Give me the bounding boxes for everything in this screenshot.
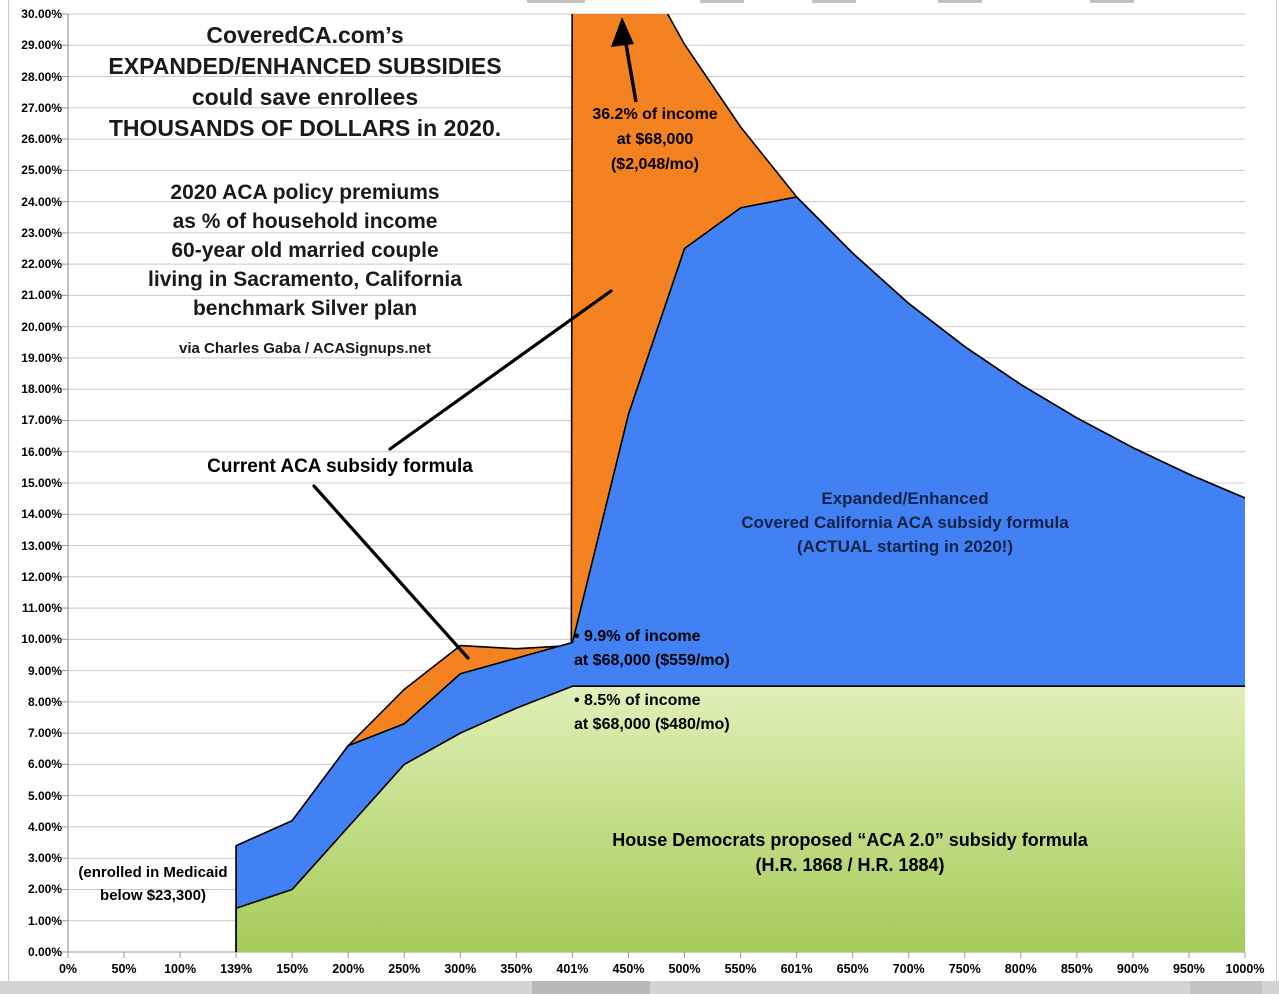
bottom-gray-strip [0, 981, 1279, 994]
subtitle-line: as % of household income [172, 210, 438, 233]
x-tick-label: 300% [444, 962, 477, 976]
y-tick-label: 14.00% [21, 507, 62, 522]
y-tick-label: 8.00% [27, 694, 62, 709]
annotation-current-aca-label: Current ACA subsidy formula [207, 456, 473, 477]
y-tick-label: 20.00% [21, 319, 62, 334]
chart-title [62, 20, 548, 144]
top-edge-mark [1090, 0, 1134, 3]
y-tick-label: 30.00% [21, 7, 62, 21]
annotation-medicaid-note [68, 861, 238, 907]
label-green-series [588, 828, 1112, 878]
x-tick-label: 800% [1004, 962, 1037, 976]
x-tick-label: 250% [388, 962, 421, 976]
y-tick-label: 22.00% [21, 257, 62, 272]
top-edge-mark [938, 0, 982, 3]
y-tick-label: 13.00% [21, 538, 62, 553]
x-tick-label: 150% [276, 962, 309, 976]
subtitle-line: 2020 ACA policy premiums [170, 181, 440, 204]
label-line: (ACTUAL starting in 2020!) [797, 537, 1013, 556]
title-line: CoveredCA.com’s [206, 22, 404, 48]
x-tick-label: 0% [58, 962, 78, 976]
x-tick-label: 950% [1172, 962, 1205, 976]
y-tick-label: 27.00% [21, 100, 62, 115]
y-tick-label: 17.00% [21, 413, 62, 428]
label-line: (H.R. 1868 / H.R. 1884) [755, 855, 945, 875]
y-tick-label: 29.00% [21, 38, 62, 53]
subtitle-line: living in Sacramento, California [148, 268, 462, 291]
y-tick-label: 28.00% [21, 69, 62, 84]
strip-segment [532, 981, 650, 994]
top-edge-mark [700, 0, 744, 3]
y-tick-label: 24.00% [21, 194, 62, 209]
x-tick-label: 1000% [1225, 962, 1265, 976]
y-tick-label: 9.00% [27, 663, 62, 678]
annotation-line: 36.2% of income [592, 106, 718, 123]
callout-line-to-orange-wedge [314, 486, 468, 658]
strip-segment [1190, 981, 1262, 994]
label-line: House Democrats proposed “ACA 2.0” subsidy formula [612, 830, 1088, 850]
x-tick-label: 900% [1116, 962, 1149, 976]
y-tick-label: 3.00% [27, 851, 62, 866]
x-tick-label: 750% [948, 962, 981, 976]
chart-subtitle [62, 178, 548, 323]
title-line: EXPANDED/ENHANCED SUBSIDIES [108, 53, 502, 79]
y-tick-label: 12.00% [21, 569, 62, 584]
annotation-line: • 8.5% of income [574, 692, 701, 709]
annotation-line: at $68,000 [616, 131, 694, 148]
y-tick-label: 1.00% [27, 913, 62, 928]
y-tick-label: 4.00% [27, 819, 62, 834]
y-tick-label: 25.00% [21, 163, 62, 178]
x-tick-label: 139% [220, 962, 253, 976]
y-tick-label: 10.00% [21, 632, 62, 647]
x-tick-label: 200% [332, 962, 365, 976]
x-tick-label: 850% [1060, 962, 1093, 976]
y-tick-label: 23.00% [21, 225, 62, 240]
y-tick-label: 11.00% [21, 601, 62, 616]
label-blue-series [700, 487, 1110, 559]
top-edge-mark [812, 0, 856, 3]
x-tick-label: 100% [164, 962, 197, 976]
title-line: could save enrollees [191, 84, 419, 110]
credit-attribution: via Charles Gaba / ACASignups.net [178, 340, 431, 357]
annotation-line: at $68,000 ($559/mo) [574, 652, 730, 669]
chart-frame-left [8, 0, 9, 981]
y-tick-label: 19.00% [21, 350, 62, 365]
y-tick-label: 2.00% [27, 882, 62, 897]
x-tick-label: 500% [668, 962, 701, 976]
y-tick-label: 15.00% [21, 476, 62, 490]
x-tick-label: 350% [500, 962, 533, 976]
y-tick-label: 5.00% [27, 788, 62, 803]
annotation-ca-9-9pct [574, 625, 804, 673]
y-tick-label: 21.00% [21, 288, 62, 303]
subtitle-line: benchmark Silver plan [192, 297, 418, 320]
chart-frame-right [1276, 0, 1277, 981]
x-tick-label: 401% [556, 962, 589, 976]
label-line: Expanded/Enhanced [821, 489, 989, 508]
y-tick-label: 6.00% [27, 757, 62, 772]
annotation-line: ($2,048/mo) [610, 156, 700, 173]
x-tick-label: 700% [892, 962, 925, 976]
y-tick-label: 18.00% [21, 382, 62, 397]
annotation-line: • 9.9% of income [574, 628, 701, 645]
annotation-line: below $23,300) [100, 887, 206, 904]
x-tick-label: 50% [111, 962, 137, 976]
y-tick-label: 26.00% [21, 132, 62, 147]
y-tick-label: 0.00% [27, 945, 62, 959]
annotation-line: (enrolled in Medicaid [78, 864, 228, 881]
annotation-aca20-8-5pct [574, 689, 804, 737]
x-tick-label: 450% [612, 962, 645, 976]
top-edge-mark [527, 0, 585, 3]
label-line: Covered California ACA subsidy formula [741, 513, 1069, 532]
annotation-cliff-36pct [575, 102, 735, 177]
y-tick-label: 16.00% [21, 444, 62, 459]
x-tick-label: 550% [724, 962, 757, 976]
annotation-line: at $68,000 ($480/mo) [574, 716, 730, 733]
title-line: THOUSANDS OF DOLLARS in 2020. [108, 115, 502, 141]
subtitle-line: 60-year old married couple [171, 239, 439, 262]
x-tick-label: 601% [780, 962, 813, 976]
x-tick-label: 650% [836, 962, 869, 976]
y-tick-label: 7.00% [27, 726, 62, 741]
